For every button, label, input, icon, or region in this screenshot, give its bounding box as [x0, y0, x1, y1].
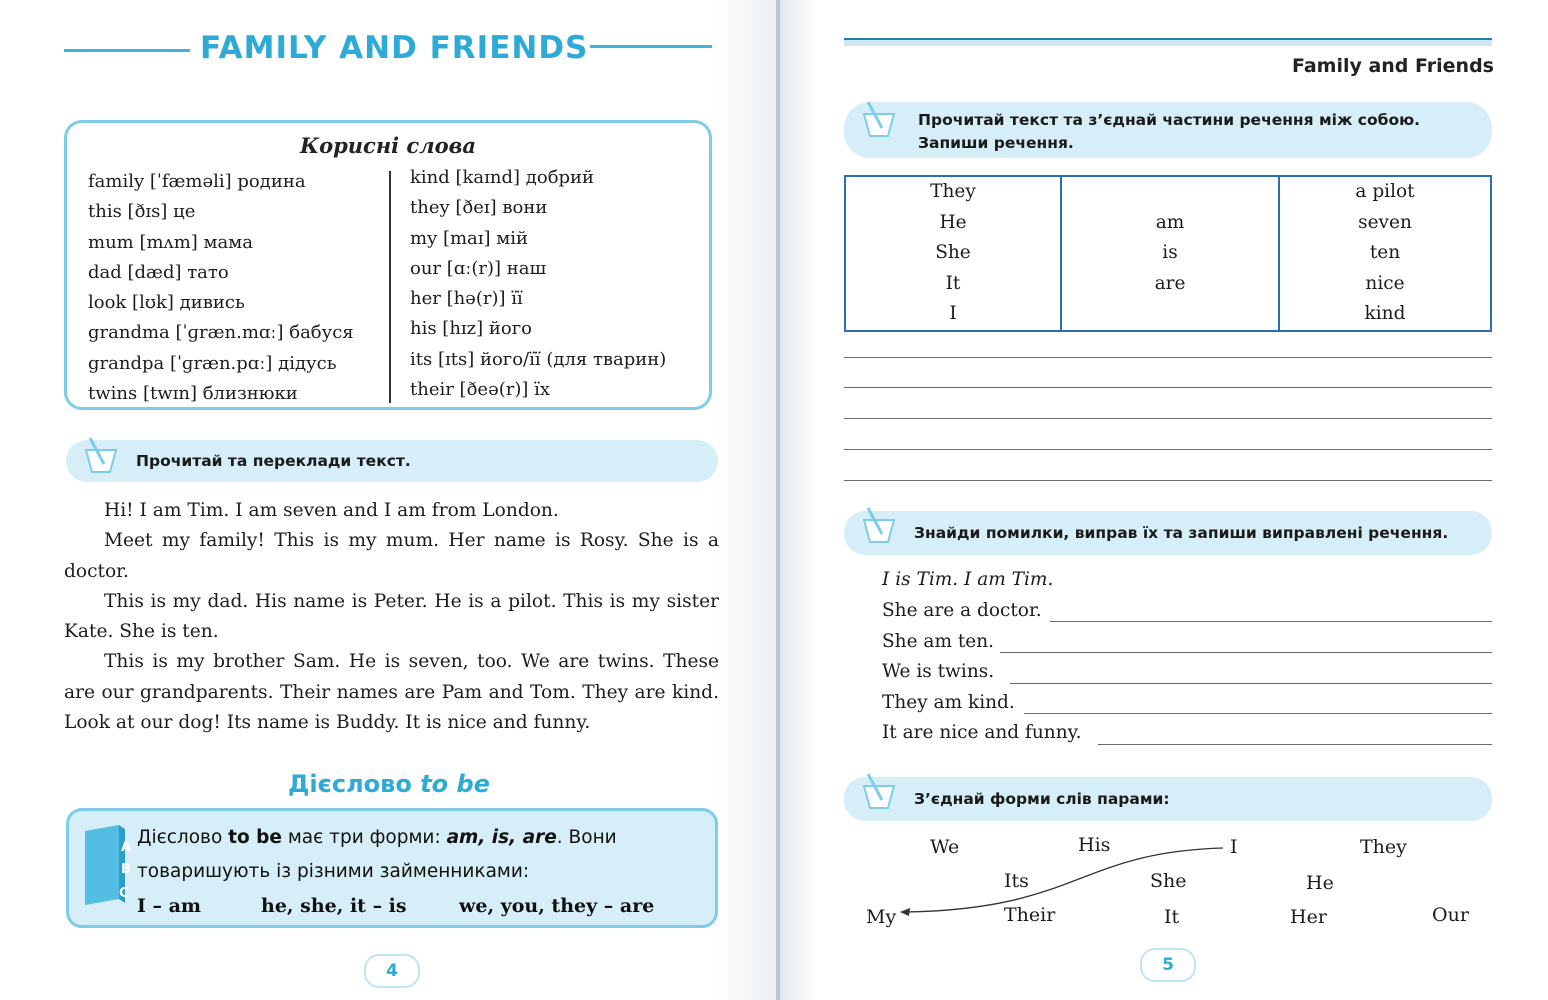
vocab-item: kind [kaɪnd] добрий	[410, 167, 595, 188]
vocabulary-right-column	[410, 163, 666, 405]
writing-line[interactable]	[1024, 713, 1492, 714]
form-he-she-it-is: he, she, it – is	[261, 895, 407, 917]
svg-text:B: B	[121, 862, 131, 877]
rule-part: має три форми:	[281, 827, 447, 848]
table-cell: am	[1155, 211, 1185, 233]
vocab-item: mum [mʌm] мама	[88, 231, 253, 253]
rule-part: Дієслово	[137, 827, 229, 848]
reading-paragraph: Meet my family! This is my mum. Her name is Rosy. She is a doctor.	[64, 530, 719, 582]
table-cell: are	[1154, 272, 1186, 294]
rule-part: to be	[228, 827, 282, 848]
writing-line[interactable]	[1050, 621, 1492, 622]
pair-word: Her	[1290, 906, 1327, 928]
instruction-text: Знайди помилки, виправ їх та запиши виправлені речення.	[914, 524, 1449, 542]
grammar-heading-emphasis: to be	[420, 770, 490, 798]
pair-word: She	[1150, 870, 1187, 892]
vocab-item: this [ðɪs] це	[88, 201, 196, 223]
grammar-rule-box	[66, 808, 718, 928]
instruction-text: Прочитай та переклади текст.	[136, 452, 411, 470]
table-cell: nice	[1365, 272, 1405, 294]
table-cell: He	[939, 211, 967, 233]
vocab-item: their [ðeə(r)] їх	[410, 379, 551, 401]
form-we-you-they-are: we, you, they – are	[459, 895, 655, 917]
header-rule	[844, 38, 1492, 46]
reading-paragraph: This is my brother Sam. He is seven, too. We are twins. These are our grandparents. Their names are Pam and Tom. They are kind. Look at our dog! Its name is Buddy. It is nice and funny.	[64, 651, 719, 734]
vocab-item: they [ðeɪ] вони	[410, 197, 548, 219]
vocab-item: its [ɪts] його/її (для тварин)	[410, 348, 667, 370]
complement-column	[1279, 176, 1491, 331]
error-sentence: They am kind.	[882, 692, 1015, 713]
reading-paragraph: This is my dad. His name is Peter. He is a pilot. This is my sister Kate. She is ten.	[64, 590, 719, 643]
writing-line[interactable]	[844, 480, 1492, 481]
pair-word: Their	[1004, 904, 1056, 926]
writing-line[interactable]	[1098, 744, 1492, 745]
grammar-rule-text	[137, 821, 717, 889]
vocab-item: grandma [ˈɡræn.mɑː] бабуся	[88, 322, 354, 344]
error-sentence: She are a doctor.	[882, 600, 1042, 621]
grammar-heading	[0, 770, 778, 798]
table-cell: ten	[1369, 242, 1401, 263]
pair-word: He	[1306, 872, 1334, 894]
table-cell: She	[935, 242, 971, 263]
pencil-icon	[860, 772, 900, 812]
vocab-item: his [hɪz] його	[410, 318, 533, 340]
page-number: 4	[364, 954, 420, 988]
pair-word: My	[866, 906, 897, 928]
vocab-item: twins [twɪn] близнюки	[88, 383, 298, 405]
instruction-text: З’єднай форми слів парами:	[914, 790, 1170, 808]
reading-paragraph: Hi! I am Tim. I am seven and I am from London.	[104, 500, 559, 521]
vocabulary-box	[64, 120, 712, 410]
table-cell: I	[949, 303, 957, 324]
pencil-icon	[860, 506, 900, 546]
pencil-icon	[82, 436, 122, 476]
form-i-am: I – am	[137, 895, 202, 917]
running-header: Family and Friends	[1291, 55, 1494, 77]
pencil-icon	[860, 100, 900, 140]
writing-line[interactable]	[1000, 652, 1492, 653]
writing-line[interactable]	[844, 357, 1492, 358]
table-cell: They	[930, 181, 976, 202]
header-rule-right	[590, 45, 712, 48]
matching-table	[844, 175, 1492, 332]
vocabulary-divider	[389, 171, 391, 403]
table-cell: kind	[1364, 303, 1406, 324]
error-sentence: We is twins.	[882, 661, 995, 682]
grammar-heading-text: Дієслово	[288, 770, 412, 798]
rule-part: . Вони товаришують із різними займенниками:	[137, 827, 617, 882]
instruction-line: Прочитай текст та з’єднай частини речення між собою.	[918, 111, 1421, 129]
vocabulary-title: Корисні слова	[299, 133, 476, 158]
pair-word: Our	[1432, 904, 1469, 926]
table-cell: seven	[1358, 211, 1412, 233]
vocab-item: grandpa [ˈɡræn.pɑː] дідусь	[88, 352, 337, 374]
table-cell: is	[1162, 242, 1178, 263]
writing-line[interactable]	[844, 418, 1492, 419]
vocab-item: my [maɪ] мій	[410, 227, 529, 249]
page-title: FAMILY AND FRIENDS	[200, 30, 589, 66]
reading-text	[64, 496, 719, 738]
book-icon	[79, 823, 132, 907]
error-sentence: She am ten.	[882, 631, 995, 652]
vocab-item: her [hə(r)] її	[410, 288, 523, 310]
pair-word: His	[1078, 834, 1111, 856]
pair-word: It	[1164, 906, 1180, 928]
page-number: 5	[1140, 948, 1196, 982]
right-page	[778, 0, 1548, 1000]
header-rule-left	[64, 49, 190, 52]
table-cell: a pilot	[1355, 181, 1415, 202]
subject-column	[845, 176, 1061, 331]
vocab-item: our [ɑː(r)] наш	[410, 257, 547, 279]
writing-line[interactable]	[844, 387, 1492, 388]
book-spine	[776, 0, 780, 1000]
table-cell: It	[945, 272, 961, 294]
pair-word: Its	[1004, 870, 1029, 892]
vocab-item: family [ˈfæməli] родина	[88, 171, 306, 192]
vocab-item: dad [dæd] тато	[88, 261, 229, 283]
vocab-item: look [lʊk] дивись	[88, 292, 245, 314]
instruction-text	[918, 109, 1420, 155]
pair-word: They	[1360, 836, 1407, 858]
rule-part: am, is, are	[446, 827, 557, 848]
instruction-line: Запиши речення.	[918, 134, 1074, 152]
pair-word: We	[930, 836, 960, 858]
writing-line[interactable]	[1010, 683, 1492, 684]
writing-line[interactable]	[844, 449, 1492, 450]
verb-column	[1061, 176, 1279, 331]
error-sentence: It are nice and funny.	[882, 722, 1082, 743]
svg-text:C: C	[119, 886, 129, 901]
example-sentence: I is Tim. I am Tim.	[882, 569, 1054, 590]
pair-word: I	[1230, 836, 1238, 858]
svg-text:A: A	[121, 840, 132, 855]
vocabulary-left-column	[88, 167, 354, 409]
